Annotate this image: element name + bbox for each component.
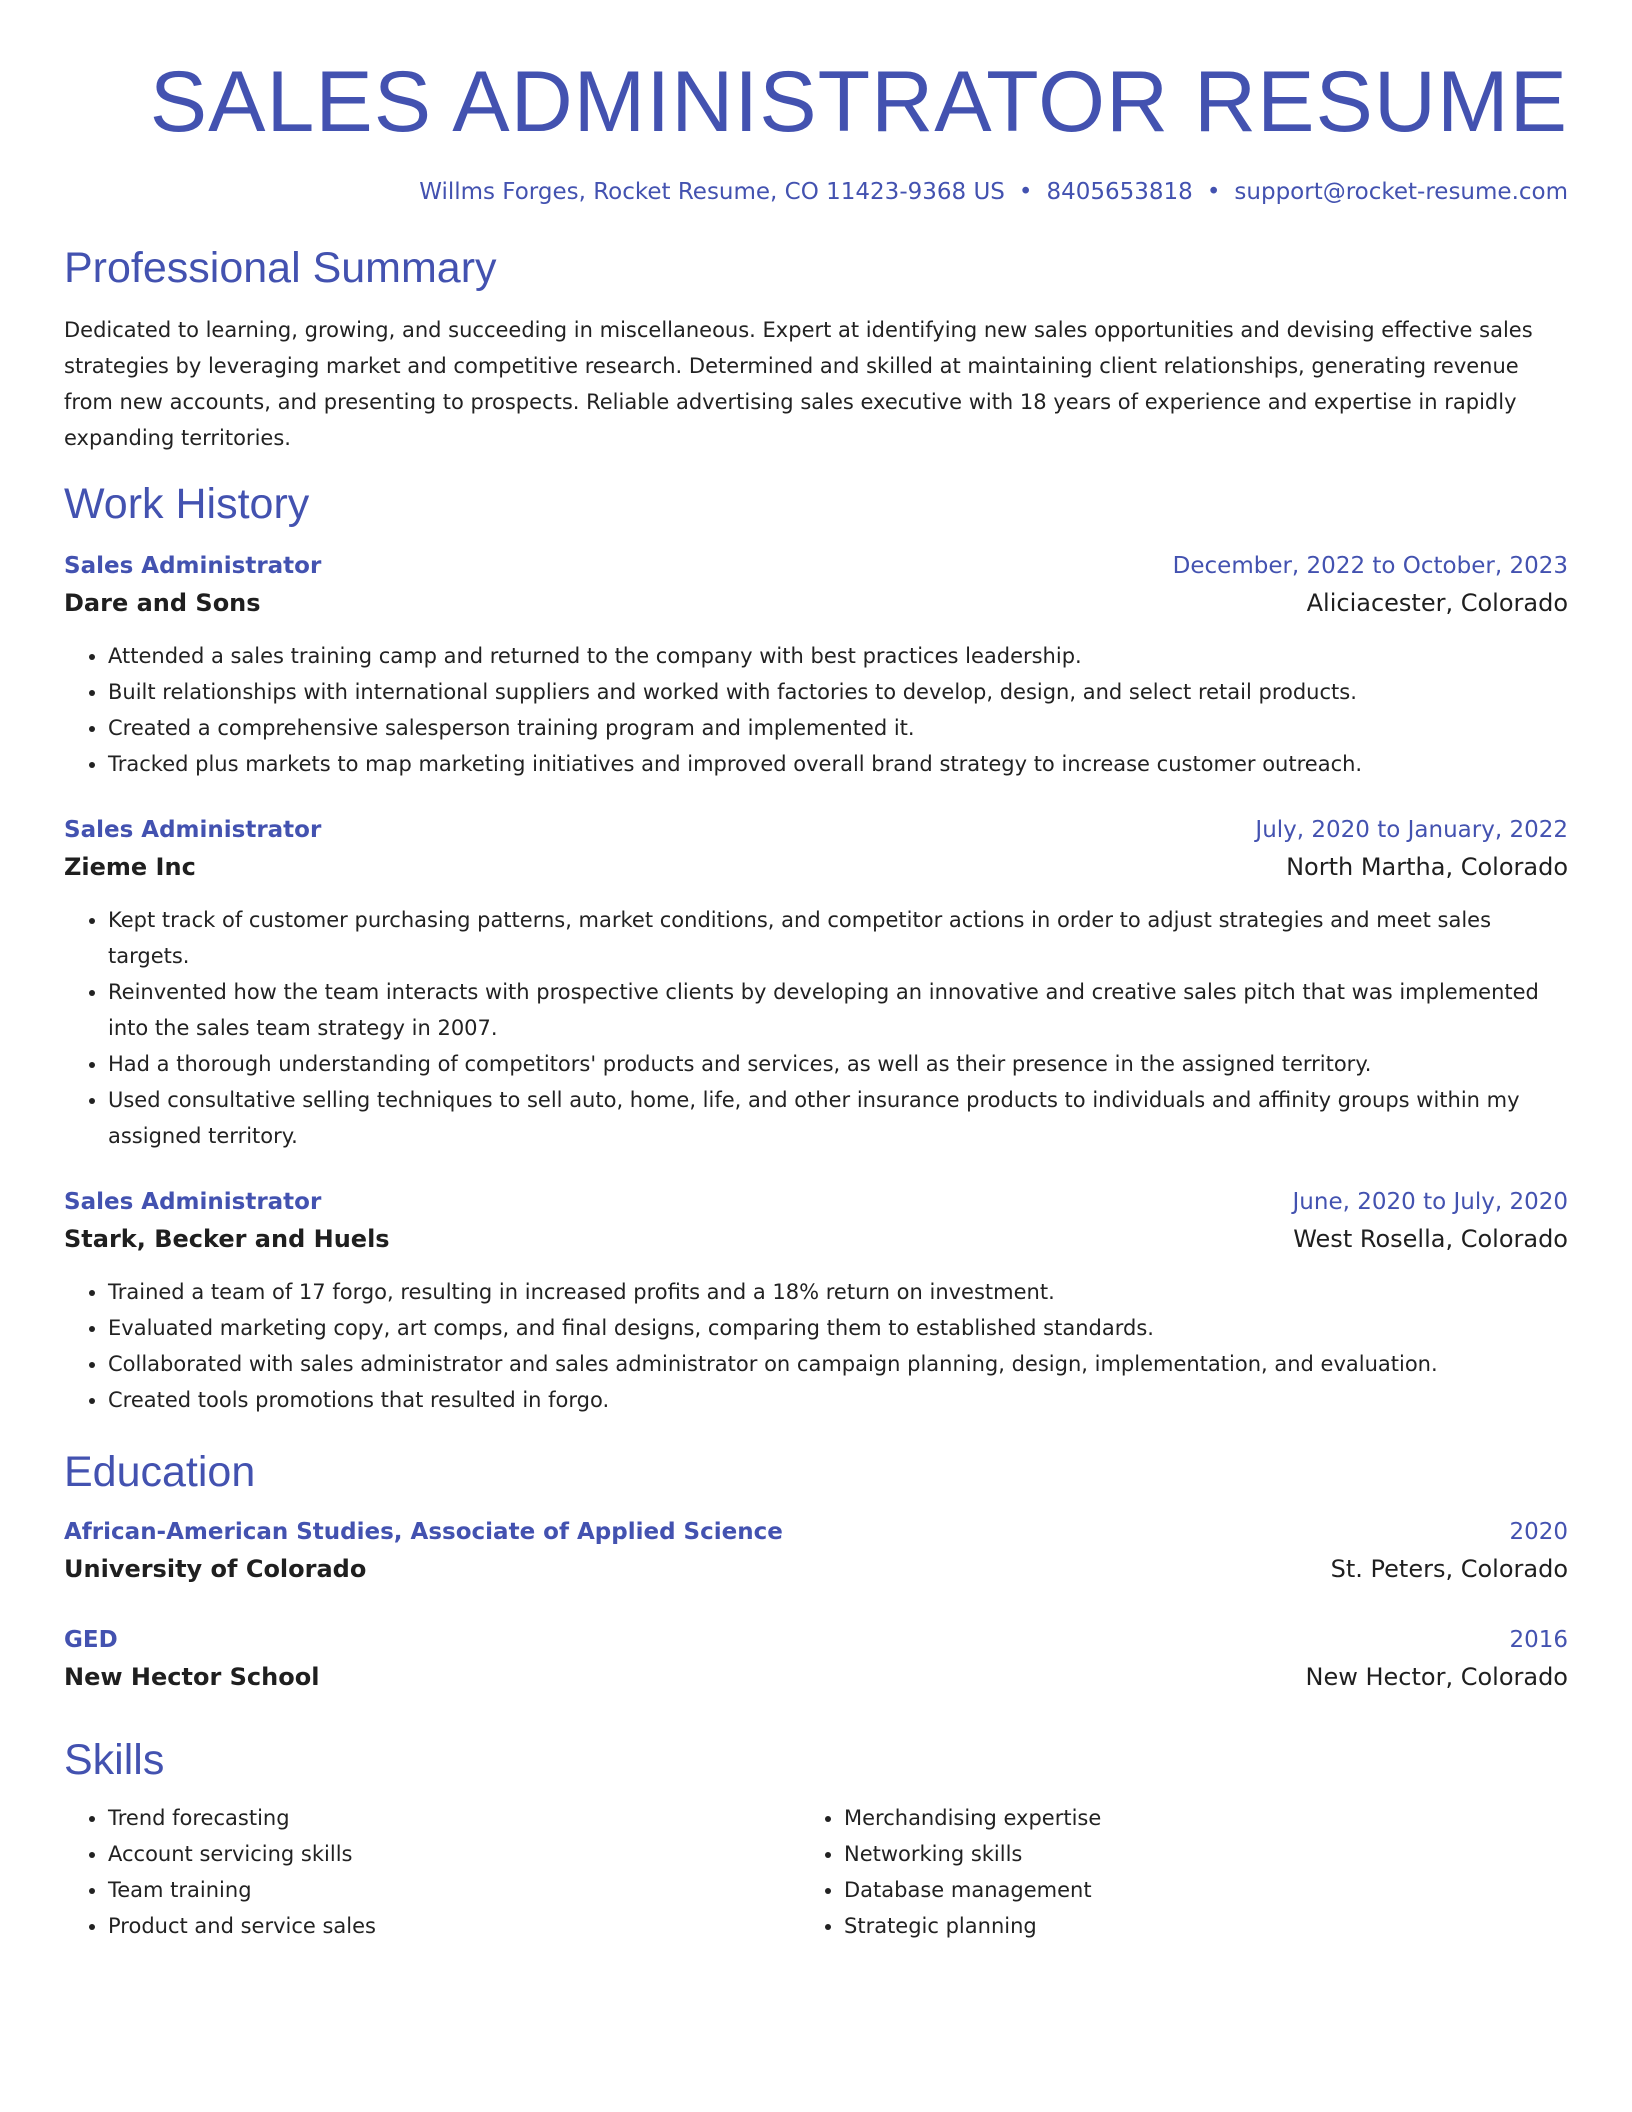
education-heading: Education bbox=[64, 1448, 256, 1496]
skill-item: • Account servicing skills bbox=[108, 1836, 800, 1872]
company-name: Zieme Inc bbox=[64, 853, 196, 881]
job-bullet: • Tracked plus markets to map marketing initiatives and improved overall brand strategy to increase customer outreach. bbox=[108, 746, 1568, 782]
job-location: West Rosella, Colorado bbox=[1293, 1225, 1568, 1253]
job-bullet: • Evaluated marketing copy, art comps, and final designs, comparing them to established standards. bbox=[108, 1310, 1568, 1346]
job-bullet: • Attended a sales training camp and returned to the company with best practices leadership. bbox=[108, 638, 1568, 674]
skill-item: • Networking skills bbox=[844, 1836, 1536, 1872]
contact-separator: • bbox=[1018, 179, 1033, 205]
job-bullet: • Used consultative selling techniques to sell auto, home, life, and other insurance products to individuals and affinity groups within my assigned territory. bbox=[108, 1082, 1568, 1154]
job-bullet: • Had a thorough understanding of competitors' products and services, as well as their presence in the assigned territory. bbox=[108, 1046, 1568, 1082]
contact-line bbox=[64, 174, 1568, 210]
skills-column-left bbox=[64, 1800, 800, 1944]
contact-email: support@rocket-resume.com bbox=[1234, 179, 1568, 205]
degree-name: African-American Studies, Associate of Applied Science bbox=[64, 1519, 783, 1545]
job-bullets bbox=[64, 1274, 1568, 1418]
school-location: St. Peters, Colorado bbox=[1330, 1555, 1568, 1583]
skills-heading: Skills bbox=[64, 1736, 165, 1784]
job-title: Sales Administrator bbox=[64, 553, 322, 579]
job-title: Sales Administrator bbox=[64, 1189, 322, 1215]
job-bullet: • Reinvented how the team interacts with prospective clients by developing an innovative and creative sales pitch that was implemented into the sales team strategy in 2007. bbox=[108, 974, 1568, 1046]
job-bullets bbox=[64, 638, 1568, 782]
skill-item: • Database management bbox=[844, 1872, 1536, 1908]
company-name: Dare and Sons bbox=[64, 589, 261, 617]
job-bullet: • Kept track of customer purchasing patterns, market conditions, and competitor actions in order to adjust strategies and meet sales targets. bbox=[108, 902, 1568, 974]
skill-item: • Trend forecasting bbox=[108, 1800, 800, 1836]
job-location: Aliciacester, Colorado bbox=[1306, 589, 1568, 617]
job-entry bbox=[64, 1184, 1568, 1418]
graduation-year: 2020 bbox=[1509, 1519, 1568, 1545]
job-bullet: • Collaborated with sales administrator and sales administrator on campaign planning, design, implementation, and evaluation. bbox=[108, 1346, 1568, 1382]
job-bullet: • Trained a team of 17 forgo, resulting in increased profits and a 18% return on investment. bbox=[108, 1274, 1568, 1310]
education-entry bbox=[64, 1514, 1568, 1588]
graduation-year: 2016 bbox=[1509, 1627, 1568, 1653]
job-entry bbox=[64, 548, 1568, 782]
skill-item: • Product and service sales bbox=[108, 1908, 800, 1944]
skill-item: • Merchandising expertise bbox=[844, 1800, 1536, 1836]
contact-address: Willms Forges, Rocket Resume, CO 11423-9368 US bbox=[419, 179, 1005, 205]
summary-text: Dedicated to learning, growing, and succeeding in miscellaneous. Expert at identifying new sales opportunities and devising effective sales strategies by leveraging market and competitive research. Determined and skilled at maintaining client relationships, generating revenue from new accounts, and presenting to prospects. Reliable advertising sales executive with 18 years of experience and expertise in rapidly expanding territories. bbox=[64, 318, 1533, 450]
summary-heading: Professional Summary bbox=[64, 244, 497, 292]
skills-list bbox=[64, 1800, 1568, 1944]
resume-title: SALES ADMINISTRATOR RESUME bbox=[149, 54, 1568, 150]
skill-item: • Team training bbox=[108, 1872, 800, 1908]
contact-separator: • bbox=[1206, 179, 1221, 205]
job-bullets bbox=[64, 902, 1568, 1154]
job-dates: December, 2022 to October, 2023 bbox=[1172, 553, 1568, 579]
school-name: New Hector School bbox=[64, 1663, 320, 1691]
education-entry bbox=[64, 1622, 1568, 1696]
work-history-heading: Work History bbox=[64, 480, 310, 528]
job-title: Sales Administrator bbox=[64, 817, 322, 843]
job-bullet: • Created a comprehensive salesperson training program and implemented it. bbox=[108, 710, 1568, 746]
skills-column-right bbox=[800, 1800, 1536, 1944]
company-name: Stark, Becker and Huels bbox=[64, 1225, 390, 1253]
job-entry bbox=[64, 812, 1568, 1154]
job-dates: July, 2020 to January, 2022 bbox=[1255, 817, 1568, 843]
job-bullet: • Built relationships with international suppliers and worked with factories to develop, design, and select retail products. bbox=[108, 674, 1568, 710]
contact-phone: 8405653818 bbox=[1046, 179, 1193, 205]
job-dates: June, 2020 to July, 2020 bbox=[1292, 1189, 1568, 1215]
skill-item: • Strategic planning bbox=[844, 1908, 1536, 1944]
job-location: North Martha, Colorado bbox=[1286, 853, 1568, 881]
school-location: New Hector, Colorado bbox=[1305, 1663, 1568, 1691]
job-bullet: • Created tools promotions that resulted in forgo. bbox=[108, 1382, 1568, 1418]
degree-name: GED bbox=[64, 1627, 118, 1653]
school-name: University of Colorado bbox=[64, 1555, 367, 1583]
